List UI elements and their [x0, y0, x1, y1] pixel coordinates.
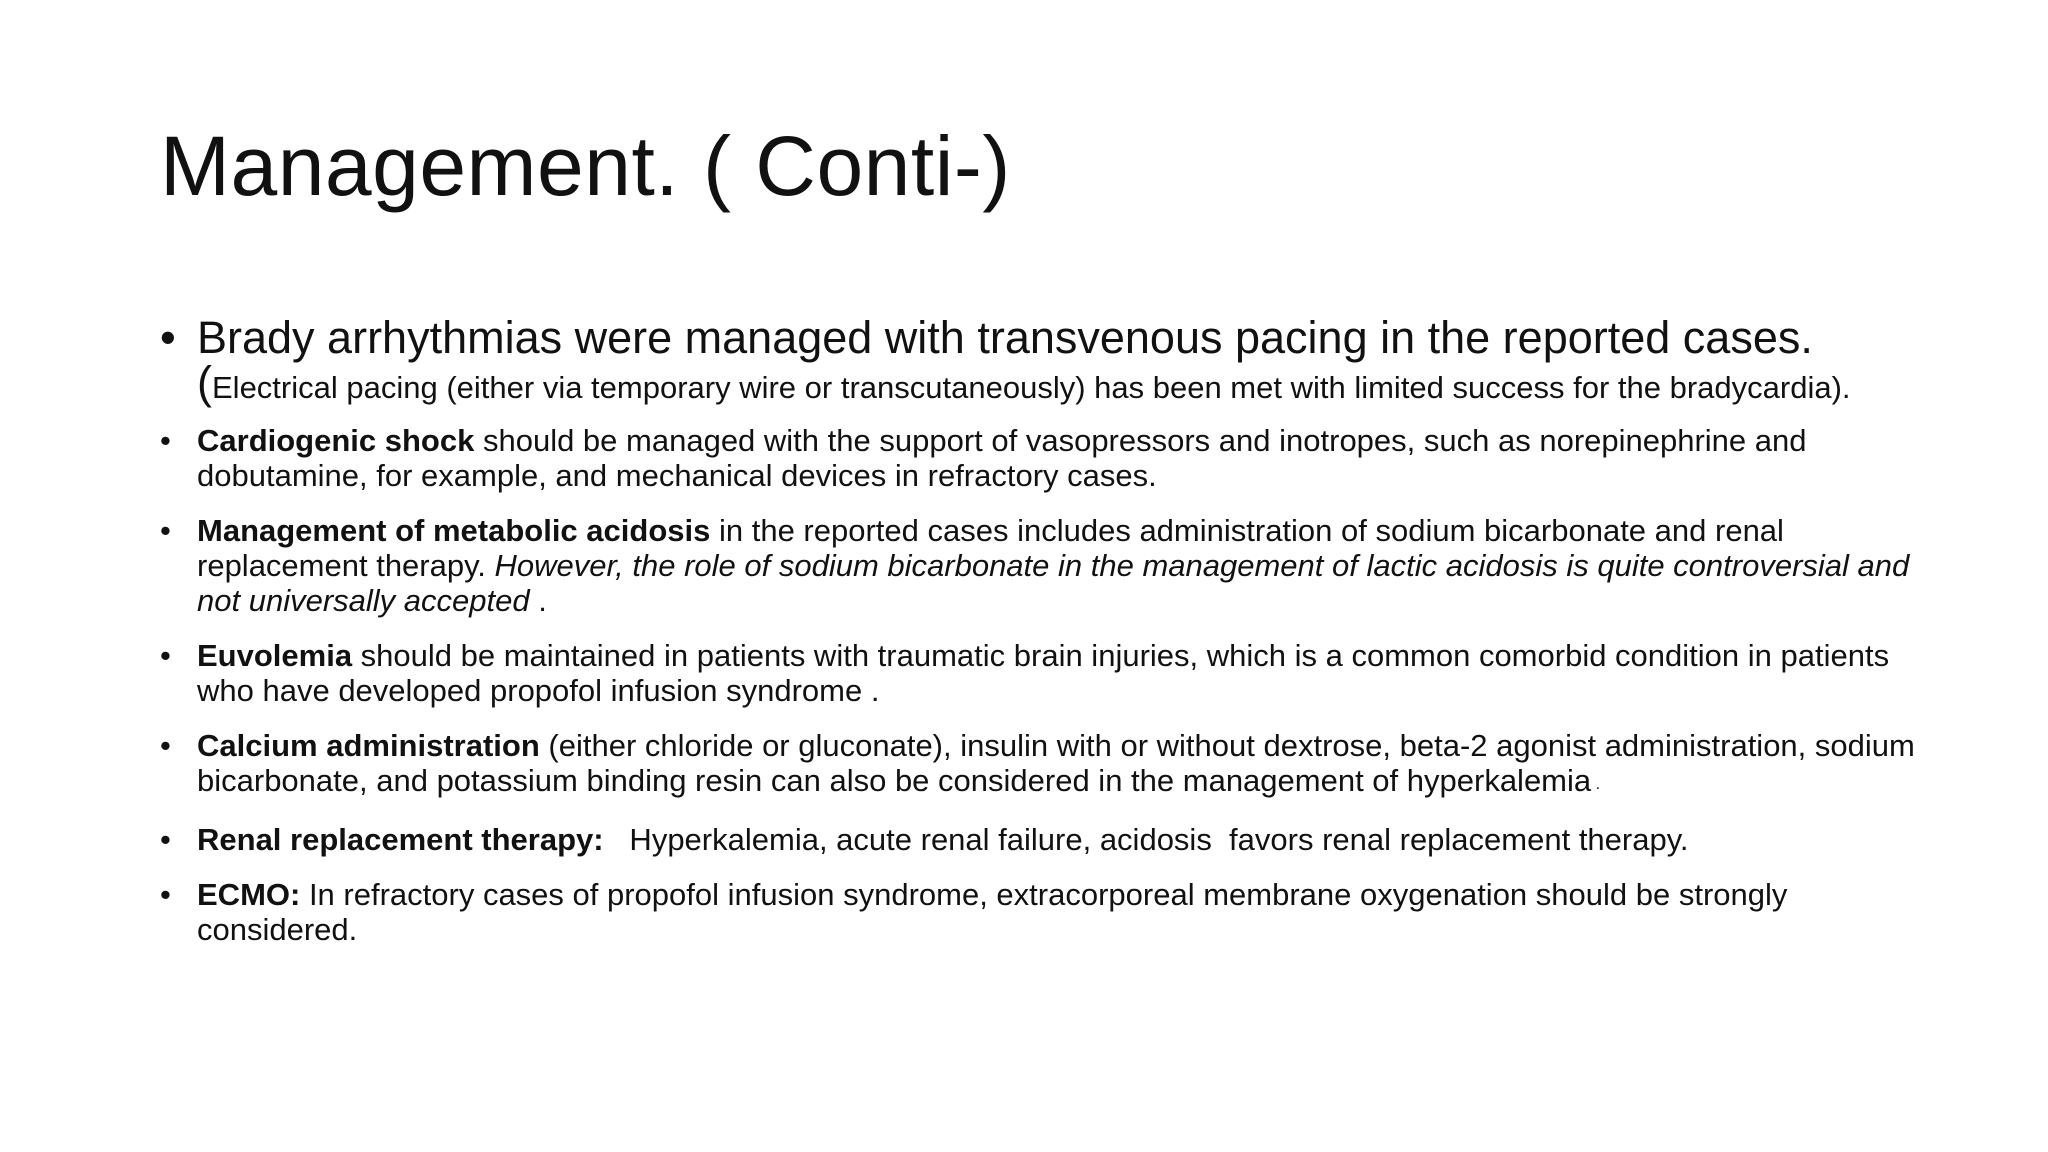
- bullet-dot-icon: •: [160, 877, 171, 912]
- bullet-bold-term: Euvolemia: [197, 638, 353, 673]
- bullet-cardiogenic-shock: [160, 423, 1920, 493]
- bullet-calcium-administration: [160, 728, 1920, 802]
- bullet-dot-icon: •: [160, 728, 171, 763]
- bullet-tail-text: .: [1591, 776, 1601, 793]
- bullet-renal-replacement: [160, 822, 1920, 857]
- bullet-list: [160, 312, 1920, 967]
- slide-title: Management. ( Conti-): [160, 119, 1011, 213]
- bullet-bold-term: Renal replacement therapy:: [197, 822, 604, 857]
- bullet-bold-term: Management of metabolic acidosis: [197, 513, 711, 548]
- bullet-sub-body: Electrical pacing (either via temporary wire or transcutaneously) has been met with limited success for the bradycardia).: [212, 370, 1851, 405]
- bullet-bold-term: ECMO:: [197, 877, 301, 912]
- bullet-bold-term: Calcium administration: [197, 728, 540, 763]
- bullet-body-text: should be managed with the support of vasopressors and inotropes, such as norepinephrine and dobutamine, for example, and mechanical devices in refractory cases.: [197, 423, 1807, 493]
- open-paren: (: [197, 357, 212, 408]
- bullet-tail-text: .: [529, 583, 547, 618]
- bullet-body-text: In refractory cases of propofol infusion syndrome, extracorporeal membrane oxygenation should be strongly considered.: [197, 877, 1788, 947]
- bullet-sub-text: [197, 357, 1920, 408]
- bullet-dot-icon: •: [160, 638, 171, 673]
- bullet-dot-icon: •: [160, 312, 176, 363]
- bullet-metabolic-acidosis: [160, 513, 1920, 618]
- bullet-bold-term: Cardiogenic shock: [197, 423, 475, 458]
- bullet-bradyarrhythmias: [160, 312, 1920, 407]
- bullet-dot-icon: •: [160, 822, 171, 857]
- bullet-body-text: Hyperkalemia, acute renal failure, acidosis favors renal replacement therapy.: [603, 822, 1689, 857]
- bullet-italic-text: However, the role of sodium bicarbonate in the management of lactic acidosis is quite controversial and not universally accepted: [197, 548, 1910, 618]
- bullet-lead-text: Brady arrhythmias were managed with transvenous pacing in the reported cases.: [197, 312, 1813, 363]
- bullet-body-text: (either chloride or gluconate), insulin with or without dextrose, beta-2 agonist administration, sodium bicarbonate, and potassium binding resin can also be considered in the management of hyperkalemia: [197, 728, 1915, 798]
- bullet-dot-icon: •: [160, 423, 171, 458]
- bullet-body-text: in the reported cases includes administration of sodium bicarbonate and renal replacement therapy.: [197, 513, 1784, 583]
- bullet-euvolemia: [160, 638, 1920, 708]
- bullet-dot-icon: •: [160, 513, 171, 548]
- bullet-body-text: should be maintained in patients with traumatic brain injuries, which is a common comorbid condition in patients who have developed propofol infusion syndrome .: [197, 638, 1890, 708]
- bullet-ecmo: [160, 877, 1920, 947]
